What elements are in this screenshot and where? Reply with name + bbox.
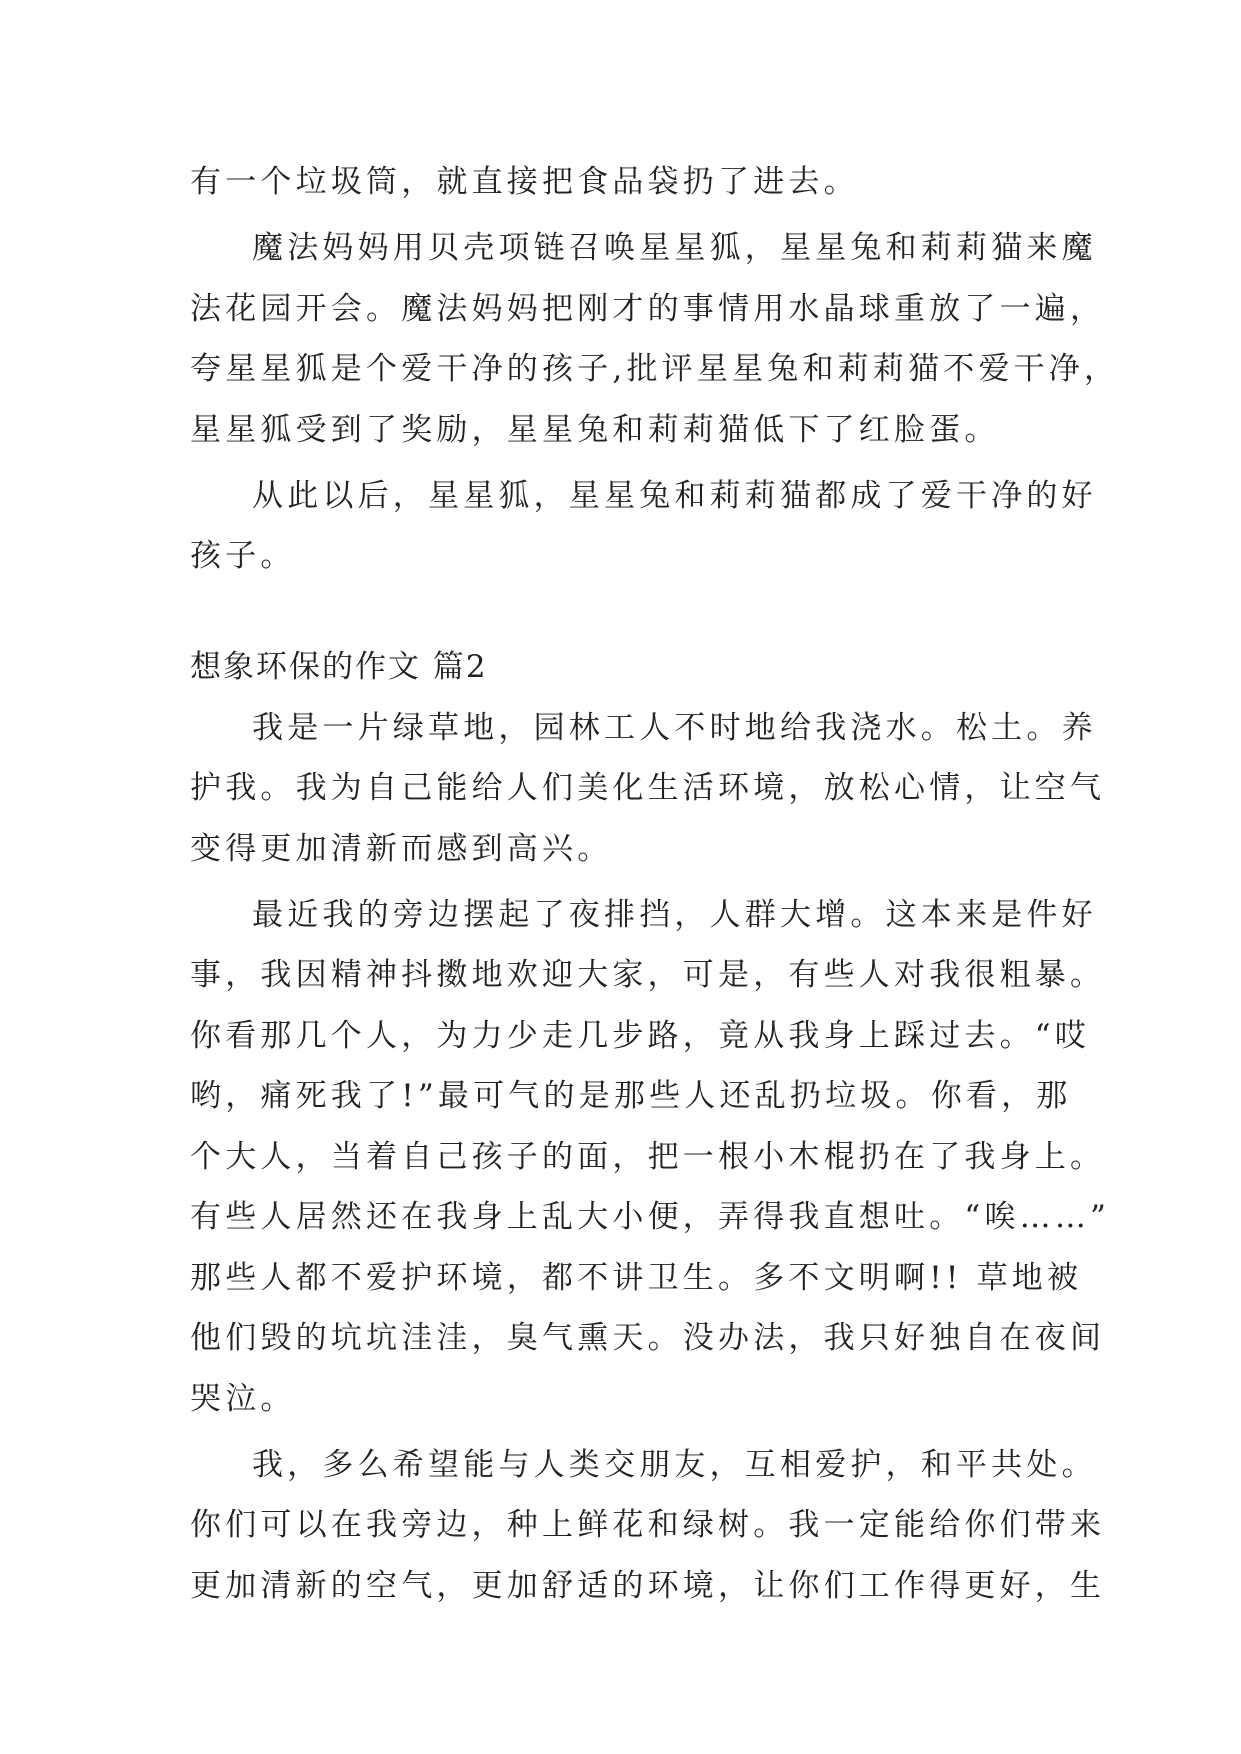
- text-line: 变得更加清新而感到高兴。: [190, 831, 613, 867]
- text-line: 魔法妈妈用贝壳项链召唤星星狐，星星兔和莉莉猫来魔: [252, 230, 1097, 266]
- text-line: 法花园开会。魔法妈妈把刚才的事情用水晶球重放了一遍，: [190, 291, 1106, 327]
- text-line: 事，我因精神抖擞地欢迎大家，可是，有些人对我很粗暴。: [190, 957, 1106, 993]
- text-line: 孩子。: [190, 538, 296, 574]
- text-line: 最近我的旁边摆起了夜排挡，人群大增。这本来是件好: [252, 897, 1097, 933]
- text-line: 他们毁的坑坑洼洼，臭气熏天。没办法，我只好独自在夜间: [190, 1320, 1106, 1356]
- text-line: 我是一片绿草地，园林工人不时地给我浇水。松土。养: [252, 710, 1097, 746]
- text-line: 有一个垃圾筒，就直接把食品袋扔了进去。: [190, 164, 859, 200]
- text-line: 有些人居然还在我身上乱大小便，弄得我直想吐。“唉……”: [190, 1199, 1111, 1235]
- text-line: 我，多么希望能与人类交朋友，互相爱护，和平共处。: [252, 1447, 1097, 1483]
- text-line: 护我。我为自己能给人们美化生活环境，放松心情，让空气: [190, 770, 1106, 806]
- text-line: 哟，痛死我了!”最可气的是那些人还乱扔垃圾。你看，那: [190, 1078, 1072, 1114]
- text-line: 更加清新的空气，更加舒适的环境，让你们工作得更好，生: [190, 1568, 1106, 1604]
- text-line: 夸星星狐是个爱干净的孩子,批评星星兔和莉莉猫不爱干净，: [190, 351, 1120, 387]
- section-title: 想象环保的作文 篇2: [190, 649, 488, 685]
- text-line: 从此以后，星星狐，星星兔和莉莉猫都成了爱干净的好: [252, 478, 1097, 514]
- text-line: 那些人都不爱护环境，都不讲卫生。多不文明啊!! 草地被: [190, 1260, 1083, 1296]
- text-line: 你看那几个人，为力少走几步路，竟从我身上踩过去。“哎: [190, 1018, 1091, 1054]
- text-line: 你们可以在我旁边，种上鲜花和绿树。我一定能给你们带来: [190, 1507, 1106, 1543]
- text-line: 哭泣。: [190, 1381, 296, 1417]
- text-line: 个大人，当着自己孩子的面，把一根小木棍扔在了我身上。: [190, 1139, 1106, 1175]
- text-line: 星星狐受到了奖励，星星兔和莉莉猫低下了红脸蛋。: [190, 412, 1000, 448]
